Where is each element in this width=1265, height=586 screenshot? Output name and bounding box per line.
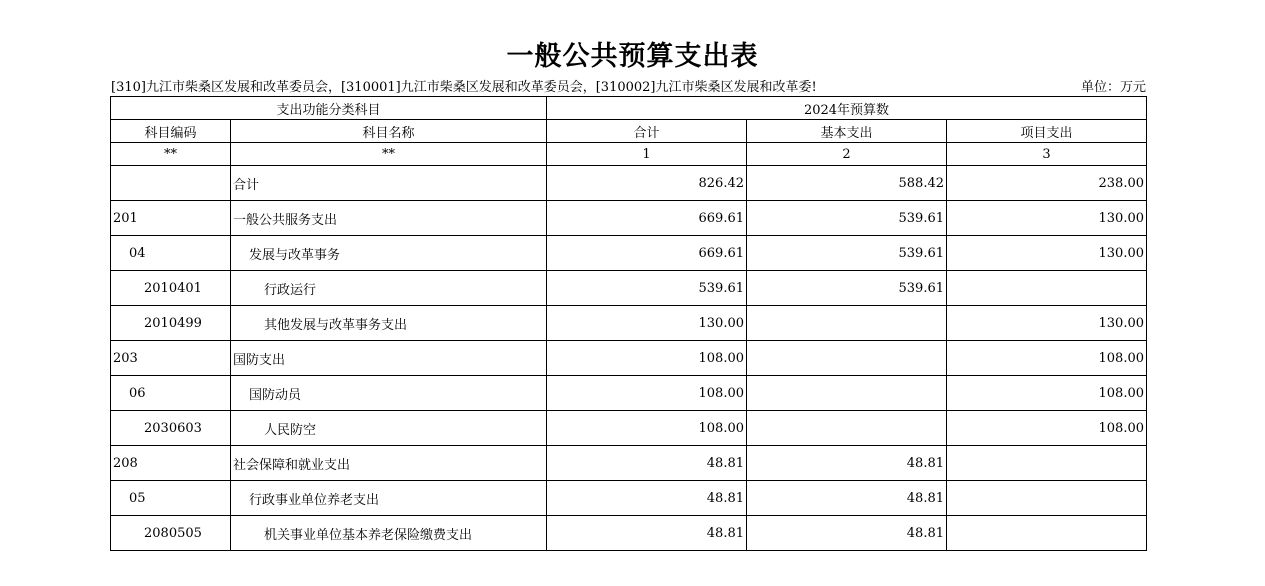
row-name: 行政运行 (231, 271, 547, 306)
row-project (947, 481, 1147, 516)
row-project: 130.00 (947, 201, 1147, 236)
row-total: 48.81 (547, 516, 747, 551)
row-name: 国防动员 (231, 376, 547, 411)
header-budget-2024: 2024年预算数 (547, 97, 1147, 120)
table-row (111, 411, 1147, 446)
table-row (111, 166, 1147, 201)
row-name: 其他发展与改革事务支出 (231, 306, 547, 341)
row-name: 机关事业单位基本养老保险缴费支出 (231, 516, 547, 551)
row-basic: 539.61 (747, 271, 947, 306)
row-project (947, 516, 1147, 551)
department-list: [310]九江市柴桑区发展和改革委员会，[310001]九江市柴桑区发展和改革委员会，[310002]九江市柴桑区发展和改革委! (111, 80, 817, 95)
header-index-row (111, 143, 1147, 166)
table-row (111, 341, 1147, 376)
row-name: 人民防空 (231, 411, 547, 446)
row-name: 一般公共服务支出 (231, 201, 547, 236)
row-code: 203 (111, 341, 231, 376)
row-total: 48.81 (547, 446, 747, 481)
row-project: 238.00 (947, 166, 1147, 201)
table-row (111, 201, 1147, 236)
row-total: 539.61 (547, 271, 747, 306)
row-total: 108.00 (547, 411, 747, 446)
row-basic: 48.81 (747, 481, 947, 516)
row-code: 05 (111, 481, 231, 516)
row-basic (747, 411, 947, 446)
row-total: 669.61 (547, 236, 747, 271)
row-project: 108.00 (947, 341, 1147, 376)
row-basic (747, 341, 947, 376)
table-row (111, 481, 1147, 516)
row-total: 108.00 (547, 341, 747, 376)
header-total: 合计 (547, 120, 747, 143)
row-project: 108.00 (947, 376, 1147, 411)
index-code: ** (111, 143, 231, 166)
row-project: 108.00 (947, 411, 1147, 446)
row-name: 发展与改革事务 (231, 236, 547, 271)
index-basic: 2 (747, 143, 947, 166)
row-total: 669.61 (547, 201, 747, 236)
row-basic: 539.61 (747, 201, 947, 236)
table-row (111, 376, 1147, 411)
table-row (111, 271, 1147, 306)
row-basic (747, 306, 947, 341)
row-code: 2010499 (111, 306, 231, 341)
row-code: 208 (111, 446, 231, 481)
row-name: 合计 (231, 166, 547, 201)
row-code: 04 (111, 236, 231, 271)
row-name: 国防支出 (231, 341, 547, 376)
row-basic: 48.81 (747, 516, 947, 551)
row-basic (747, 376, 947, 411)
row-code: 2010401 (111, 271, 231, 306)
header-group-row (111, 97, 1147, 120)
unit-label: 单位：万元 (1080, 80, 1146, 95)
row-name: 行政事业单位养老支出 (231, 481, 547, 516)
row-basic: 48.81 (747, 446, 947, 481)
row-total: 48.81 (547, 481, 747, 516)
row-total: 108.00 (547, 376, 747, 411)
row-project: 130.00 (947, 236, 1147, 271)
table-row (111, 516, 1147, 551)
row-name: 社会保障和就业支出 (231, 446, 547, 481)
header-function-category: 支出功能分类科目 (111, 97, 547, 120)
header-code: 科目编码 (111, 120, 231, 143)
table-row (111, 306, 1147, 341)
row-project (947, 446, 1147, 481)
row-total: 130.00 (547, 306, 747, 341)
row-basic: 539.61 (747, 236, 947, 271)
row-code: 2080505 (111, 516, 231, 551)
page-title: 一般公共预算支出表 (506, 41, 759, 72)
row-project: 130.00 (947, 306, 1147, 341)
row-project (947, 271, 1147, 306)
header-column-row (111, 120, 1147, 143)
row-code: 06 (111, 376, 231, 411)
index-total: 1 (547, 143, 747, 166)
row-code (111, 166, 231, 201)
row-basic: 588.42 (747, 166, 947, 201)
table-row (111, 236, 1147, 271)
index-project: 3 (947, 143, 1147, 166)
row-code: 201 (111, 201, 231, 236)
row-code: 2030603 (111, 411, 231, 446)
header-project: 项目支出 (947, 120, 1147, 143)
header-basic: 基本支出 (747, 120, 947, 143)
row-total: 826.42 (547, 166, 747, 201)
header-name: 科目名称 (231, 120, 547, 143)
table-row (111, 446, 1147, 481)
index-name: ** (231, 143, 547, 166)
budget-table (110, 96, 1147, 551)
